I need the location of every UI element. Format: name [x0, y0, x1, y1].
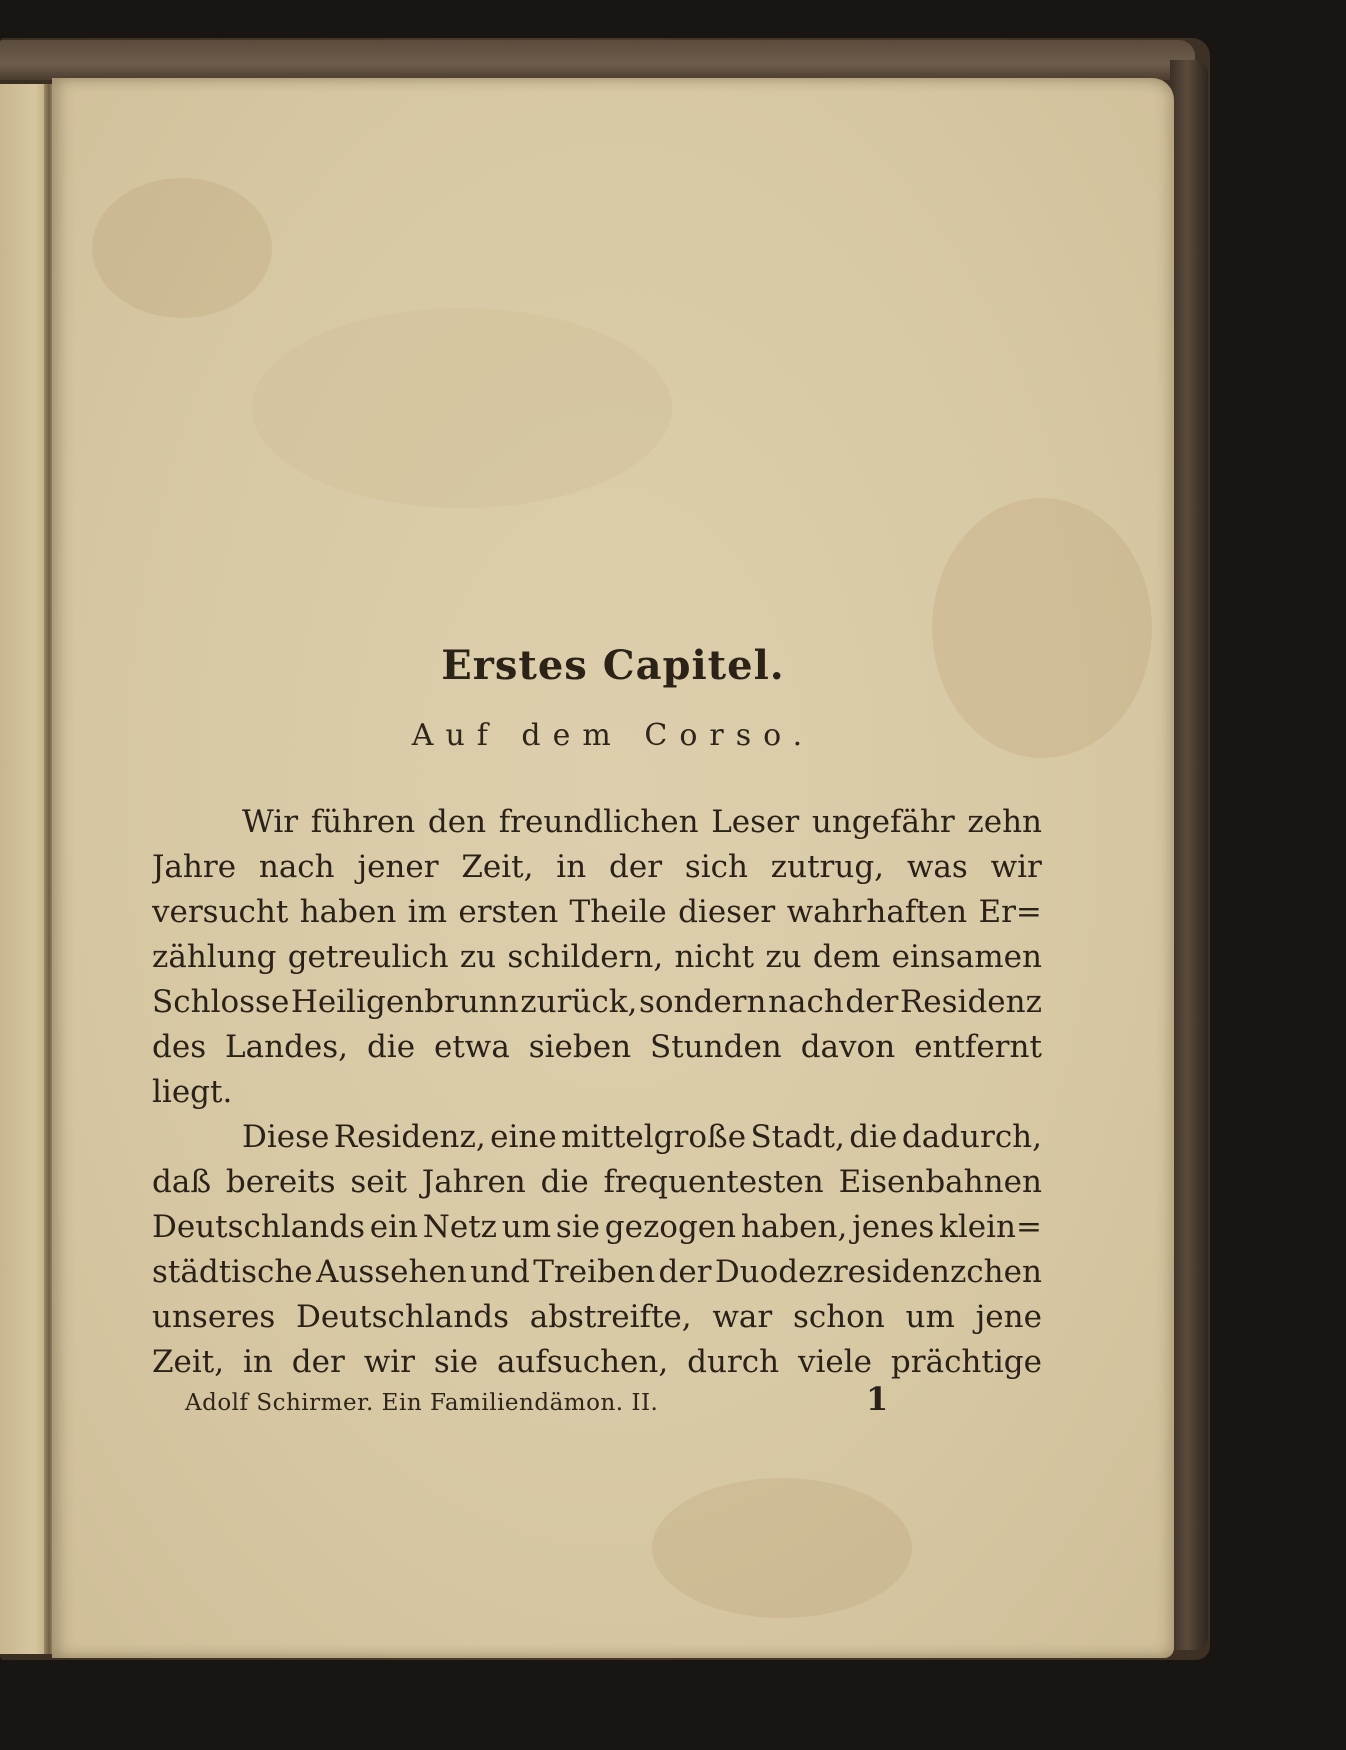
- body-word: die: [849, 1119, 898, 1155]
- body-word: durch: [687, 1344, 780, 1380]
- body-word: bereits: [225, 1164, 336, 1200]
- body-word: sie: [433, 1344, 479, 1380]
- body-line: [152, 1160, 1042, 1205]
- body-line: [152, 935, 1042, 980]
- body-word: Theile: [569, 894, 667, 930]
- body-word: Zeit,: [461, 849, 534, 885]
- body-word: wir: [363, 1344, 415, 1380]
- body-line: [152, 800, 1042, 845]
- body-line: [152, 980, 1042, 1025]
- body-line: [152, 1340, 1042, 1385]
- body-word: getreulich: [287, 939, 449, 975]
- body-word: sondern: [638, 984, 767, 1020]
- paper-stain: [92, 178, 272, 318]
- book-cover-top-edge: [0, 40, 1195, 80]
- body-word: was: [906, 849, 968, 885]
- body-word: zu: [765, 939, 802, 975]
- paper-stain: [252, 308, 672, 508]
- body-line: [152, 1070, 1042, 1115]
- body-word: viele: [797, 1344, 873, 1380]
- body-word: Schlosse: [152, 984, 290, 1020]
- body-word: einsamen: [891, 939, 1042, 975]
- body-word: führen: [310, 804, 416, 840]
- body-word: dem: [812, 939, 881, 975]
- body-word: Stadt,: [750, 1119, 845, 1155]
- body-word: dadurch,: [901, 1119, 1042, 1155]
- body-word: sieben: [528, 1029, 632, 1065]
- body-word: der: [658, 1254, 712, 1290]
- body-word: zählung: [152, 939, 277, 975]
- body-word: Residenz,: [333, 1119, 486, 1155]
- body-word: liegt.: [152, 1074, 233, 1110]
- body-word: seit: [350, 1164, 407, 1200]
- chapter-subtitle: Auf dem Corso.: [411, 718, 815, 753]
- body-word: entfernt: [914, 1029, 1042, 1065]
- body-word: zurück,: [520, 984, 638, 1020]
- paper-stain: [652, 1478, 912, 1618]
- body-word: war: [712, 1299, 773, 1335]
- body-word: wahrhaften: [786, 894, 968, 930]
- body-word: wir: [990, 849, 1042, 885]
- body-word: unseres: [152, 1299, 276, 1335]
- body-word: Jahre: [152, 849, 237, 885]
- body-word: jene: [975, 1299, 1042, 1335]
- body-word: jenes: [852, 1209, 935, 1245]
- body-word: Stunden: [649, 1029, 782, 1065]
- body-word: ein: [369, 1209, 418, 1245]
- body-word: sich: [684, 849, 748, 885]
- body-word: Duodezresidenzchen: [714, 1254, 1042, 1290]
- body-word: die: [540, 1164, 589, 1200]
- body-word: sie: [555, 1209, 601, 1245]
- body-word: der: [845, 984, 899, 1020]
- body-word: gezogen: [604, 1209, 737, 1245]
- body-word: abstreifte,: [529, 1299, 692, 1335]
- page-number: 1: [866, 1380, 889, 1418]
- body-word: Deutschlands: [296, 1299, 509, 1335]
- body-word: zutrug,: [770, 849, 885, 885]
- body-word: schon: [792, 1299, 885, 1335]
- body-word: Landes,: [225, 1029, 349, 1065]
- body-word: daß: [152, 1164, 212, 1200]
- body-word: etwa: [433, 1029, 510, 1065]
- body-word: eine: [490, 1119, 557, 1155]
- body-word: klein=: [939, 1209, 1042, 1245]
- body-word: ungefähr: [811, 804, 955, 840]
- body-word: Diese: [242, 1119, 330, 1155]
- body-word: die: [366, 1029, 416, 1065]
- body-line: [152, 1205, 1042, 1250]
- body-word: mittelgroße: [561, 1119, 747, 1155]
- book-cover-right-edge: [1170, 60, 1208, 1650]
- body-word: städtische: [152, 1254, 313, 1290]
- body-word: haben: [299, 894, 397, 930]
- body-word: den: [427, 804, 487, 840]
- body-word: Residenz: [899, 984, 1042, 1020]
- body-word: nach: [768, 984, 844, 1020]
- body-word: Heiligenbrunn: [290, 984, 519, 1020]
- body-word: um: [501, 1209, 552, 1245]
- body-word: freundlichen: [498, 804, 699, 840]
- body-word: Treiben: [533, 1254, 656, 1290]
- body-word: aufsuchen,: [496, 1344, 669, 1380]
- body-word: und: [470, 1254, 530, 1290]
- body-word: haben,: [740, 1209, 848, 1245]
- body-text: [152, 800, 1042, 1385]
- body-word: versucht: [152, 894, 289, 930]
- body-word: Wir: [242, 804, 299, 840]
- body-line: [152, 1295, 1042, 1340]
- body-word: Aussehen: [315, 1254, 467, 1290]
- body-line: [152, 845, 1042, 890]
- body-word: Zeit,: [152, 1344, 225, 1380]
- body-word: jener: [357, 849, 439, 885]
- body-word: dieser: [678, 894, 776, 930]
- body-word: im: [407, 894, 447, 930]
- body-word: ersten: [458, 894, 559, 930]
- body-word: davon: [800, 1029, 896, 1065]
- body-word: nach: [258, 849, 335, 885]
- body-word: Eisenbahnen: [838, 1164, 1042, 1200]
- body-line: [152, 1115, 1042, 1160]
- body-word: nicht: [674, 939, 755, 975]
- body-word: Netz: [422, 1209, 497, 1245]
- body-word: Leser: [711, 804, 800, 840]
- body-word: zehn: [967, 804, 1042, 840]
- left-page-edge: [0, 84, 50, 1654]
- body-word: zu: [459, 939, 497, 975]
- body-word: Er=: [978, 894, 1042, 930]
- body-word: in: [556, 849, 587, 885]
- body-word: in: [243, 1344, 273, 1380]
- body-word: schildern,: [507, 939, 664, 975]
- body-word: um: [905, 1299, 955, 1335]
- footer-signature: Adolf Schirmer. Ein Familiendämon. II.: [185, 1390, 659, 1416]
- body-word: der: [291, 1344, 345, 1380]
- body-word: prächtige: [890, 1344, 1042, 1380]
- body-word: des: [152, 1029, 207, 1065]
- body-word: Deutschlands: [152, 1209, 365, 1245]
- body-word: frequentesten: [603, 1164, 824, 1200]
- chapter-title: Erstes Capitel.: [441, 642, 785, 689]
- body-word: Jahren: [421, 1164, 526, 1200]
- body-line: [152, 1250, 1042, 1295]
- body-line: [152, 1025, 1042, 1070]
- body-line: [152, 890, 1042, 935]
- body-word: der: [609, 849, 663, 885]
